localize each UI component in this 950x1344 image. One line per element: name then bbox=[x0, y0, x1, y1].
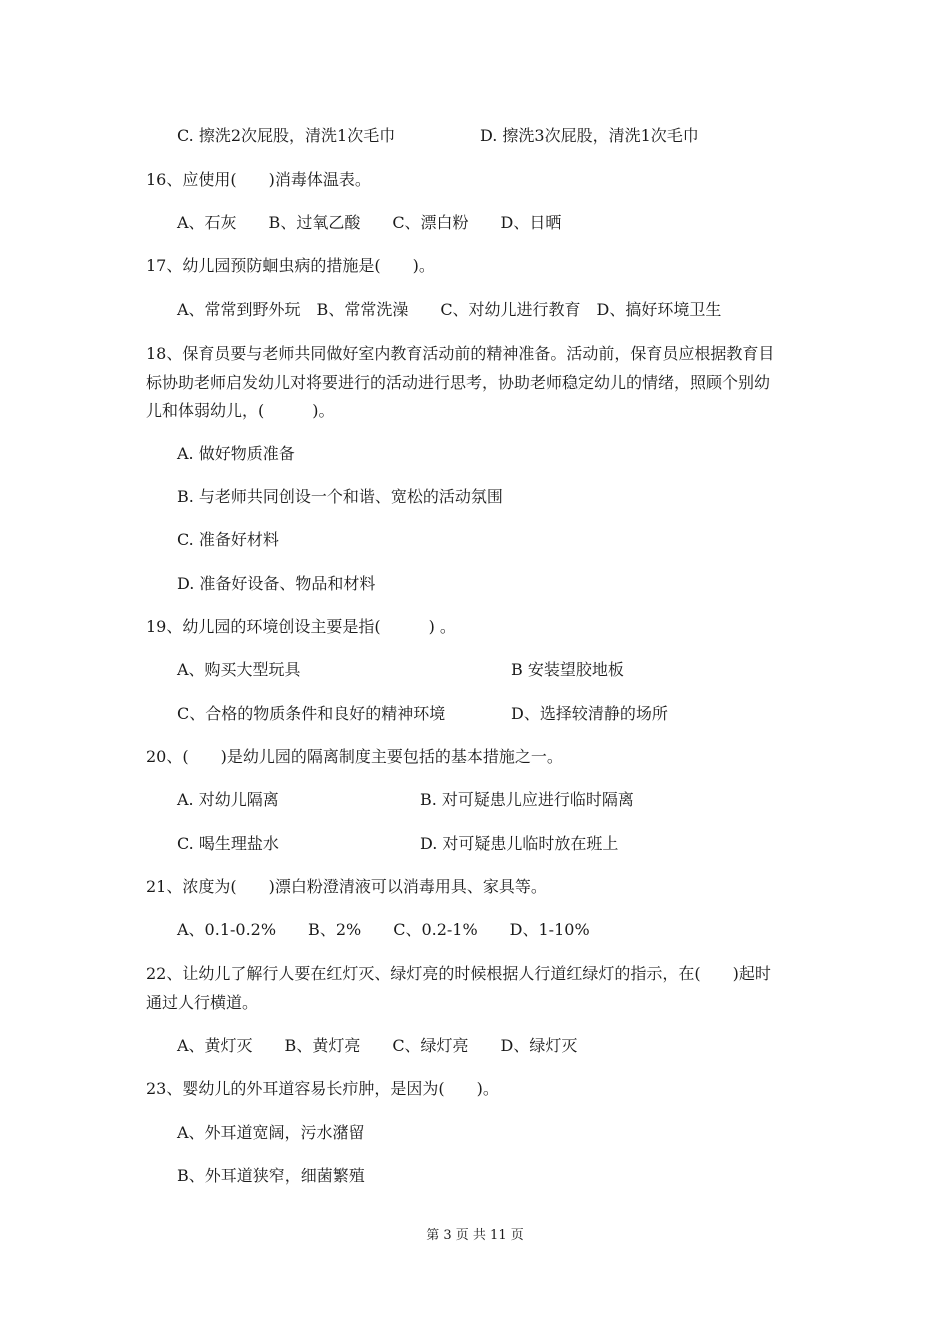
q19-option-a: A、购买大型玩具 bbox=[177, 660, 301, 679]
question-22-line-1: 22、让幼儿了解行人要在红灯灭、绿灯亮的时候根据人行道红绿灯的指示，在( )起时 bbox=[146, 964, 771, 983]
question-18-line-3: 儿和体弱幼儿，( )。 bbox=[146, 401, 335, 420]
q18-option-a: A. 做好物质准备 bbox=[177, 444, 295, 463]
q19-option-c: C、合格的物质条件和良好的精神环境 bbox=[177, 704, 446, 723]
q20-option-a: A. 对幼儿隔离 bbox=[177, 790, 279, 809]
question-19: 19、幼儿园的环境创设主要是指( ) 。 bbox=[146, 617, 456, 636]
q22-options: A、黄灯灭 B、黄灯亮 C、绿灯亮 D、绿灯灭 bbox=[177, 1036, 578, 1055]
q19-option-d: D、选择较清静的场所 bbox=[511, 704, 668, 723]
q18-option-c: C. 准备好材料 bbox=[177, 530, 279, 549]
q16-options: A、石灰 B、过氧乙酸 C、漂白粉 D、日晒 bbox=[177, 213, 562, 232]
q20-option-d: D. 对可疑患儿临时放在班上 bbox=[420, 834, 619, 853]
q18-option-d: D. 准备好设备、物品和材料 bbox=[177, 574, 376, 593]
q15-option-c: C. 擦洗2次屁股，清洗1次毛巾 bbox=[177, 126, 396, 145]
q23-option-b: B、外耳道狭窄，细菌繁殖 bbox=[177, 1166, 365, 1185]
q15-option-d: D. 擦洗3次屁股，清洗1次毛巾 bbox=[480, 126, 699, 145]
question-21: 21、浓度为( )漂白粉澄清液可以消毒用具、家具等。 bbox=[146, 877, 547, 896]
q19-option-b: B 安装望胶地板 bbox=[511, 660, 624, 679]
page-footer: 第 3 页 共 11 页 bbox=[426, 1228, 524, 1243]
question-18-line-2: 标协助老师启发幼儿对将要进行的活动进行思考，协助老师稳定幼儿的情绪，照顾个别幼 bbox=[146, 373, 771, 392]
question-23: 23、婴幼儿的外耳道容易长疖肿，是因为( )。 bbox=[146, 1079, 499, 1098]
q20-option-b: B. 对可疑患儿应进行临时隔离 bbox=[420, 790, 634, 809]
question-17: 17、幼儿园预防蛔虫病的措施是( )。 bbox=[146, 256, 435, 275]
question-20: 20、( )是幼儿园的隔离制度主要包括的基本措施之一。 bbox=[146, 747, 563, 766]
q18-option-b: B. 与老师共同创设一个和谐、宽松的活动氛围 bbox=[177, 487, 503, 506]
question-18-line-1: 18、保育员要与老师共同做好室内教育活动前的精神准备。活动前，保育员应根据教育目 bbox=[146, 344, 775, 363]
q21-options: A、0.1-0.2% B、2% C、0.2-1% D、1-10% bbox=[177, 920, 590, 939]
q23-option-a: A、外耳道宽阔，污水潴留 bbox=[177, 1123, 365, 1142]
q17-options: A、常常到野外玩 B、常常洗澡 C、对幼儿进行教育 D、搞好环境卫生 bbox=[177, 300, 722, 319]
question-16: 16、应使用( )消毒体温表。 bbox=[146, 170, 371, 189]
question-22-line-2: 通过人行横道。 bbox=[146, 993, 259, 1012]
q20-option-c: C. 喝生理盐水 bbox=[177, 834, 279, 853]
